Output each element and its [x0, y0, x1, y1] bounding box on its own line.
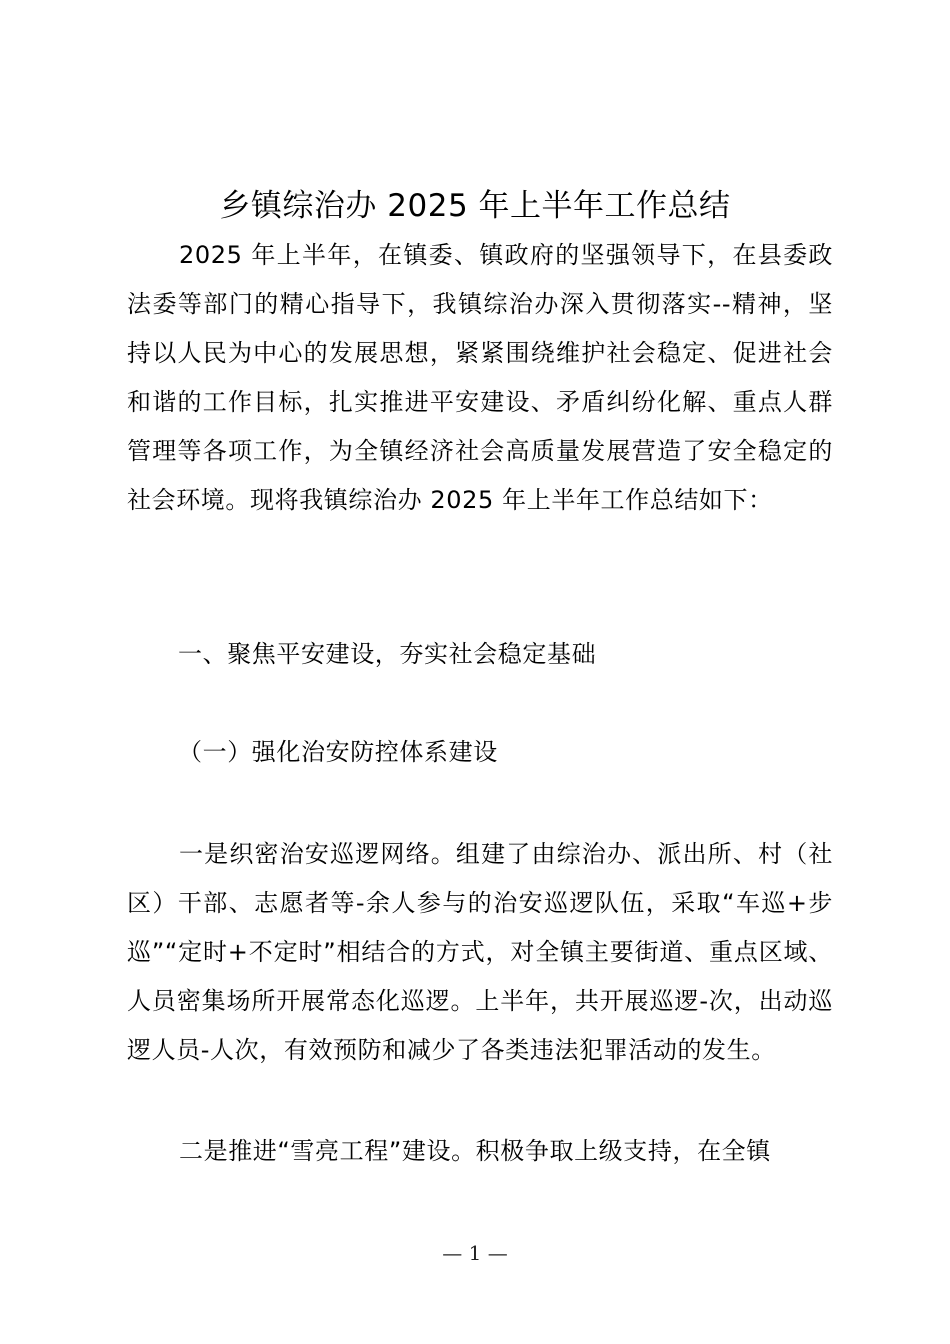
subsection-heading: （一）强化治安防控体系建设 — [178, 738, 498, 766]
body-paragraph: 二是推进“雪亮工程”建设。积极争取上级支持，在全镇 — [179, 1137, 771, 1165]
intro-paragraph: 2025 年上半年，在镇委、镇政府的坚强领导下，在县委政法委等部门的精心指导下，我镇综治办深入贯彻落实--精神，坚持以人民为中心的发展思想，紧紧围绕维护社会稳定、促进社会和谐的工作目标，扎实推进平安建设、矛盾纠纷化解、重点人群管理等各项工作，为全镇经济社会高质量发展营造了安全稳定的社会环境。现将我镇综治办 2025 年上半年工作总结如下： — [127, 241, 833, 514]
body-paragraph: 一是织密治安巡逻网络。组建了由综治办、派出所、村（社区）干部、志愿者等-余人参与的治安巡逻队伍，采取“车巡+步巡”“定时+不定时”相结合的方式，对全镇主要街道、重点区域、人员密集场所开展常态化巡逻。上半年，共开展巡逻-次，出动巡逻人员-人次，有效预防和减少了各类违法犯罪活动的发生。 — [127, 840, 833, 1064]
document-title: 乡镇综治办 2025 年上半年工作总结 — [219, 188, 731, 224]
page-number: — 1 — — [442, 1241, 508, 1265]
section-heading: 一、聚焦平安建设，夯实社会稳定基础 — [178, 640, 597, 668]
